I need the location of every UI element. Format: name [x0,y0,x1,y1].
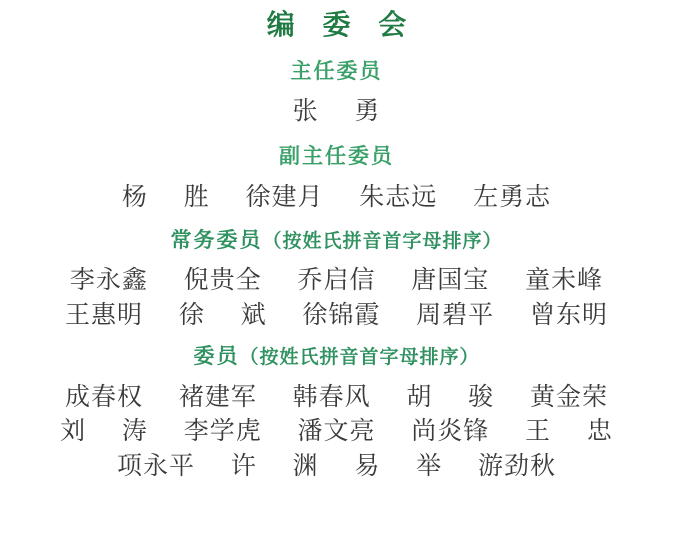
section-heading-text: 委员 [193,344,240,369]
section-members [0,344,673,483]
section-heading: 主任委员 [290,58,383,83]
section-heading: 副主任委员 [279,144,394,169]
page-title: 编 委 会 [266,8,416,41]
section-heading-text: 常务委员 [170,228,263,253]
name-line: 李永鑫 倪贵全 乔启信 唐国宝 童未峰 [69,265,604,295]
section-standing-committee [0,228,673,332]
name-line: 刘 涛 李学虎 潘文亮 尚炎锋 王 忠 [60,416,613,446]
name-line: 杨 胜 徐建月 朱志远 左勇志 [121,181,552,211]
section-heading [193,344,479,369]
name-line: 成春权 褚建军 韩春风 胡 骏 黄金荣 [65,381,608,411]
name-line: 项永平 许 渊 易 举 游劲秋 [117,450,556,480]
name-line: 王惠明 徐 斌 徐锦霞 周碧平 曾东明 [65,299,608,329]
name-line: 张 勇 [292,95,381,125]
section-chairman [0,59,673,129]
section-heading-note: （按姓氏拼音首字母排序） [239,346,480,369]
section-heading [170,228,502,253]
section-vice-chairmen [0,144,673,214]
section-heading-note: （按姓氏拼音首字母排序） [262,230,503,253]
